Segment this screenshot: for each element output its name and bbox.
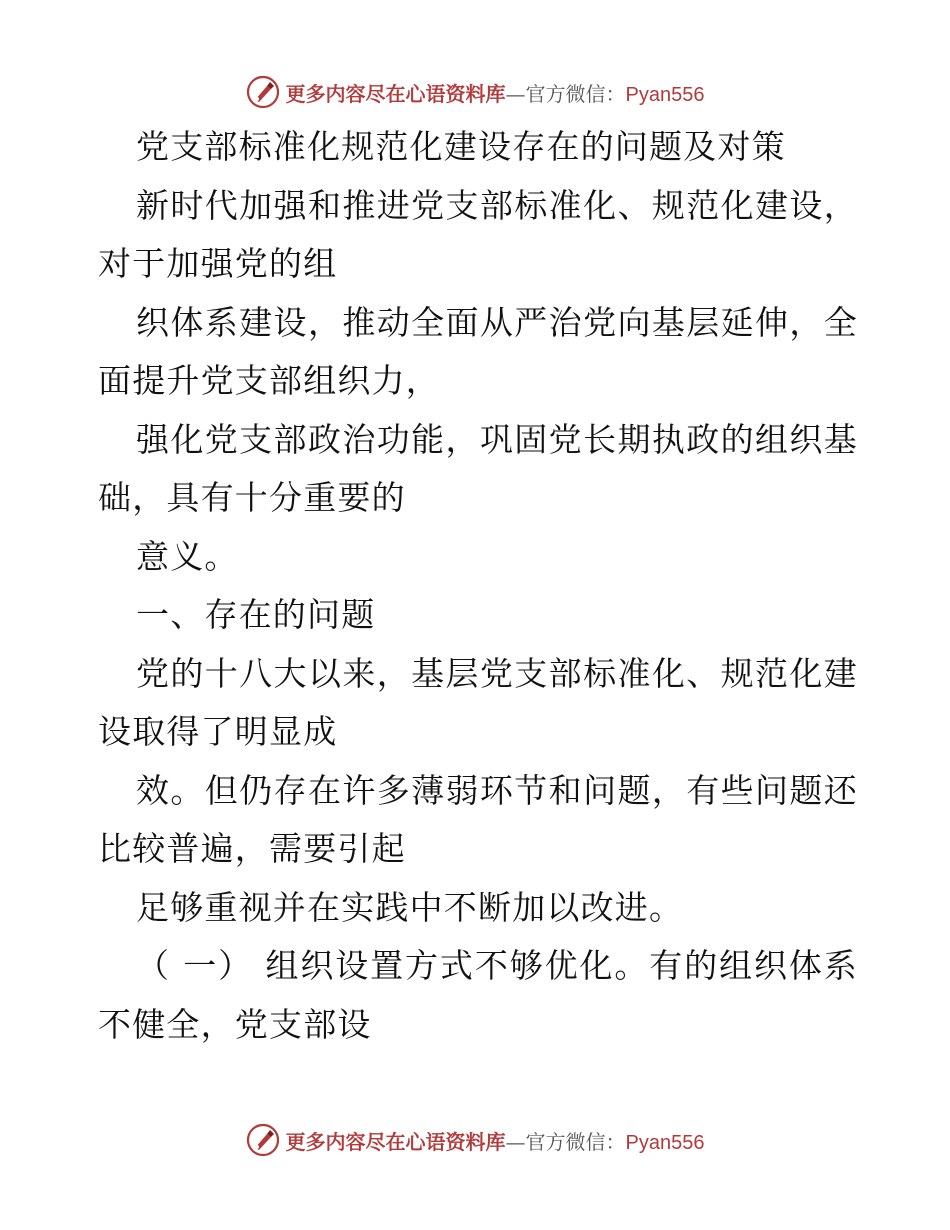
header-banner-text <box>286 78 705 107</box>
banner-separator: — <box>505 81 526 106</box>
paragraph: 足够重视并在实践中不断加以改进。 <box>136 887 684 927</box>
pen-nib-logo-icon <box>246 75 280 109</box>
document-title: 党支部标准化规范化建设存在的问题及对策 <box>136 127 786 166</box>
banner-wechat-label: 官方微信： <box>525 1129 626 1154</box>
banner-separator: — <box>505 1129 526 1154</box>
paragraph: 意义。 <box>136 536 239 576</box>
section-heading: 一、存在的问题 <box>136 595 376 634</box>
banner-site-name: 更多内容尽在心语资料库 <box>285 1129 506 1154</box>
footer-banner <box>0 1120 950 1160</box>
document-body <box>98 118 858 1054</box>
header-banner <box>0 72 950 112</box>
pen-nib-logo-icon <box>246 1123 280 1157</box>
subsection-paragraph: （ 一） 组织设置方式不够优化。有的组织体系不健全，党支部设 <box>98 946 858 1044</box>
banner-wechat-id: Pyan556 <box>625 83 705 106</box>
paragraph: 效。但仍存在许多薄弱环节和问题，有些问题还比较普遍，需要引起 <box>98 770 858 868</box>
paragraph: 新时代加强和推进党支部标准化、规范化建设，对于加强党的组 <box>98 185 858 283</box>
paragraph: 强化党支部政治功能，巩固党长期执政的组织基础，具有十分重要的 <box>98 419 858 517</box>
banner-wechat-id: Pyan556 <box>625 1131 705 1154</box>
banner-wechat-label: 官方微信： <box>525 81 626 106</box>
banner-site-name: 更多内容尽在心语资料库 <box>285 81 506 106</box>
paragraph: 织体系建设，推动全面从严治党向基层延伸，全面提升党支部组织力， <box>98 302 858 400</box>
paragraph: 党的十八大以来，基层党支部标准化、规范化建设取得了明显成 <box>98 653 858 751</box>
footer-banner-text <box>286 1126 705 1155</box>
